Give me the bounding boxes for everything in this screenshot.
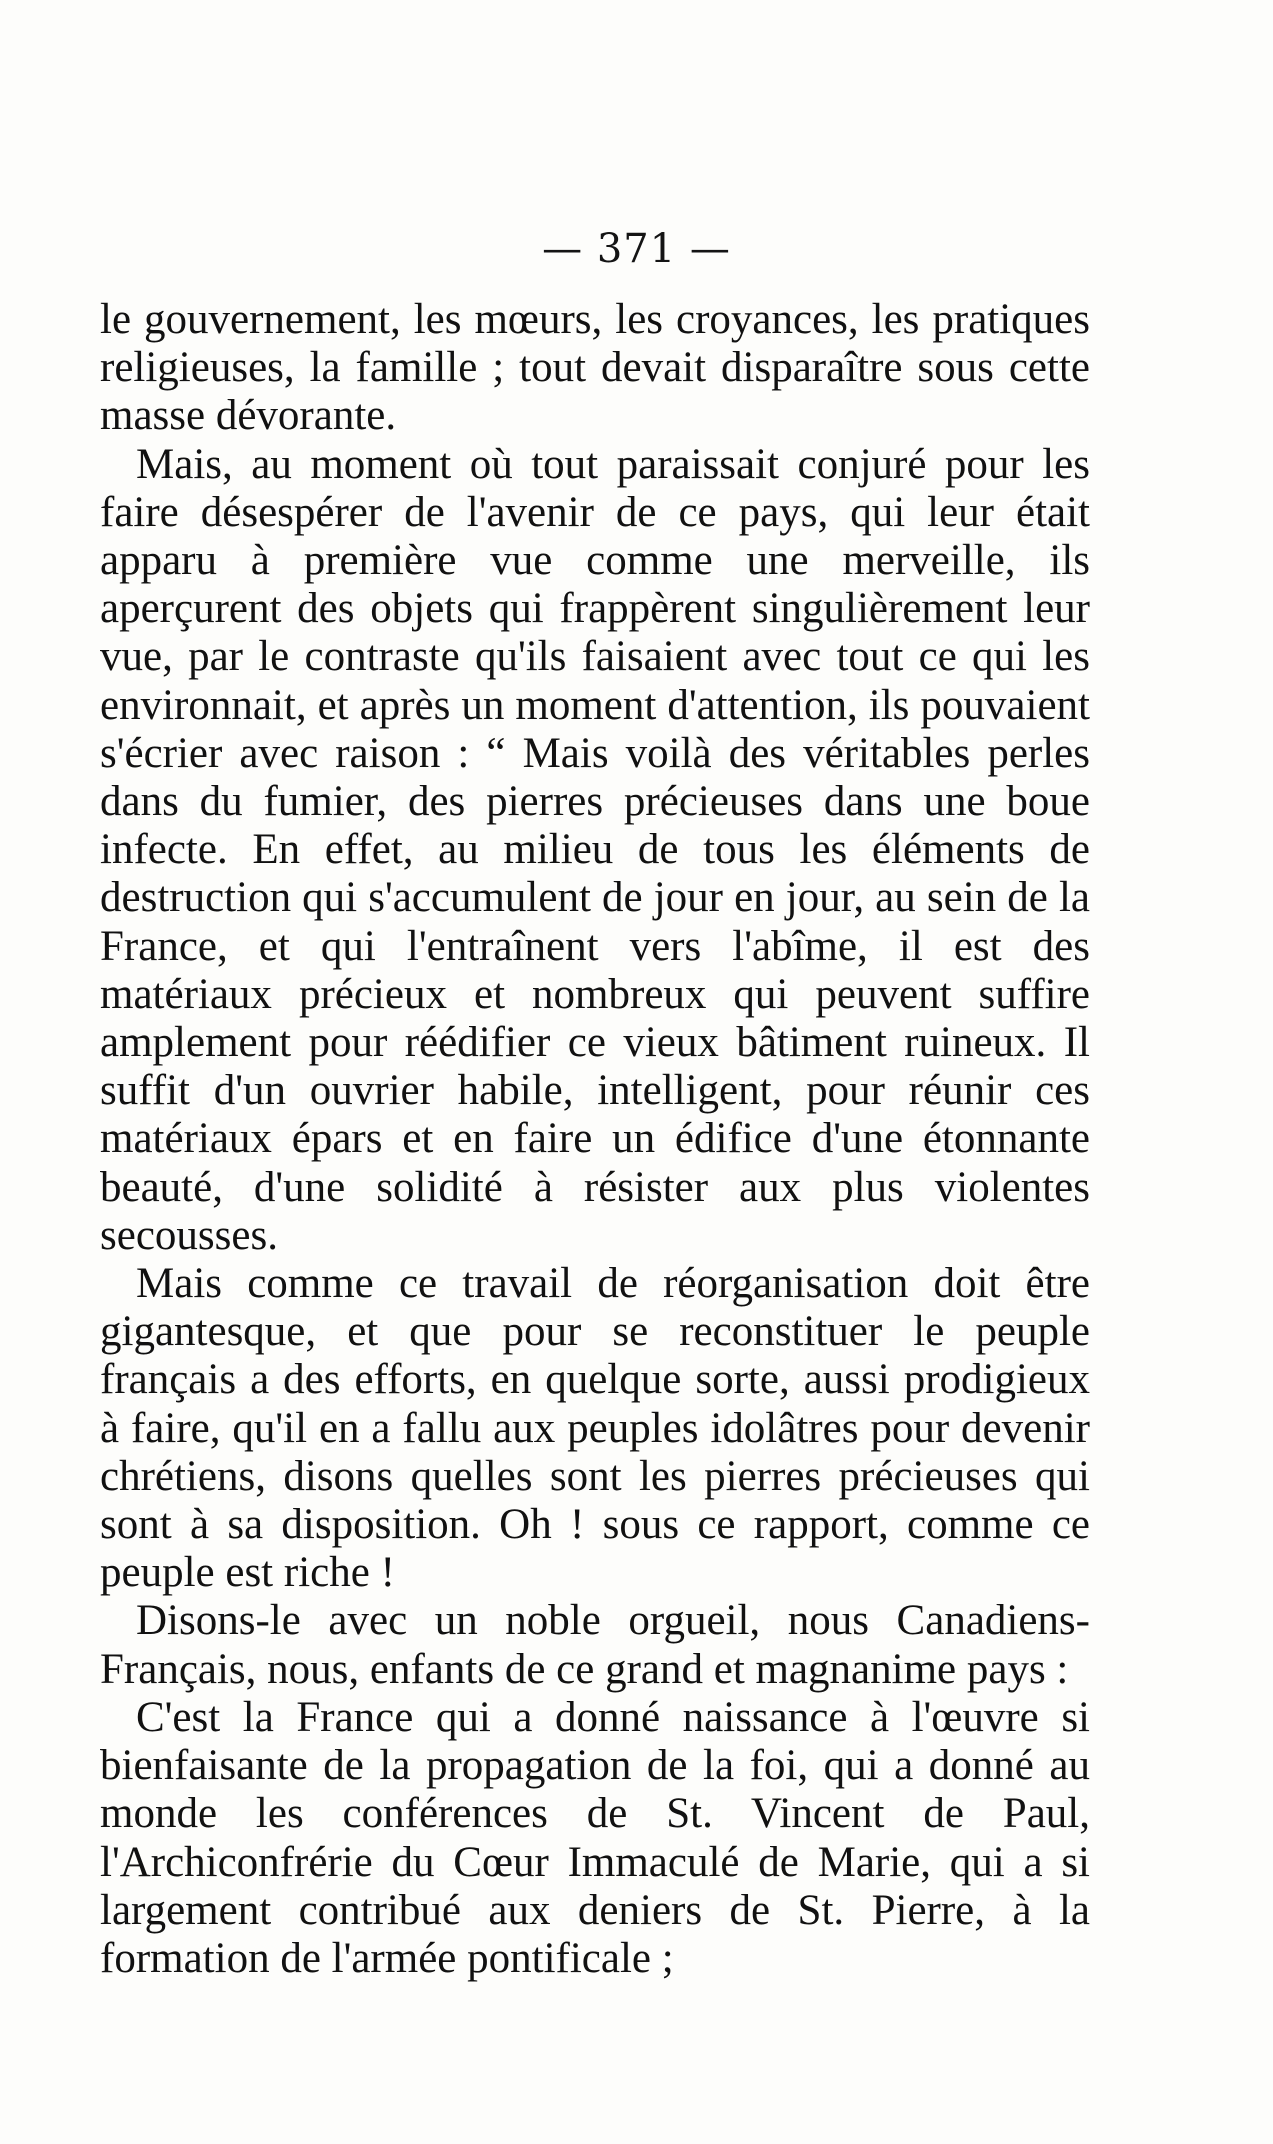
paragraph: C'est la France qui a donné naissance à l'œuvre si bienfaisante de la propagation de la foi, qui a donné au monde les conférences de St. Vincent de Paul, l'Archiconfrérie du Cœur Immaculé de Marie, qui a si largement contribué aux deniers de St. Pierre, à la formation de l'armée pontificale ;: [100, 1693, 1090, 1982]
paragraph: le gouvernement, les mœurs, les croyances, les pratiques religieuses, la famille ; tout devait disparaître sous cette masse dévorante.: [100, 296, 1090, 440]
paragraph: Disons-le avec un noble orgueil, nous Canadiens-Français, nous, enfants de ce grand et magnanime pays :: [100, 1597, 1090, 1693]
body-text: [100, 296, 1090, 1983]
page-number: — 371 —: [542, 226, 731, 272]
paragraph: Mais comme ce travail de réorganisation doit être gigantesque, et que pour se reconstituer le peuple français a des efforts, en quelque sorte, aussi prodigieux à faire, qu'il en a fallu aux peuples idolâtres pour devenir chrétiens, disons quelles sont les pierres précieuses qui sont à sa disposition. Oh ! sous ce rapport, comme ce peuple est riche !: [100, 1260, 1090, 1597]
paragraph: Mais, au moment où tout paraissait conjuré pour les faire désespérer de l'avenir de ce pays, qui leur était apparu à première vue comme une merveille, ils aperçurent des objets qui frappèrent singulièrement leur vue, par le contraste qu'ils faisaient avec tout ce qui les environnait, et après un moment d'attention, ils pouvaient s'écrier avec raison : “ Mais voilà des véritables perles dans du fumier, des pierres précieuses dans une boue infecte. En effet, au milieu de tous les éléments de destruction qui s'accumulent de jour en jour, au sein de la France, et qui l'entraînent vers l'abîme, il est des matériaux précieux et nombreux qui peuvent suffire amplement pour réédifier ce vieux bâtiment ruineux. Il suffit d'un ouvrier habile, intelligent, pour réunir ces matériaux épars et en faire un édifice d'une étonnante beauté, d'une solidité à résister aux plus violentes secousses.: [100, 440, 1090, 1259]
